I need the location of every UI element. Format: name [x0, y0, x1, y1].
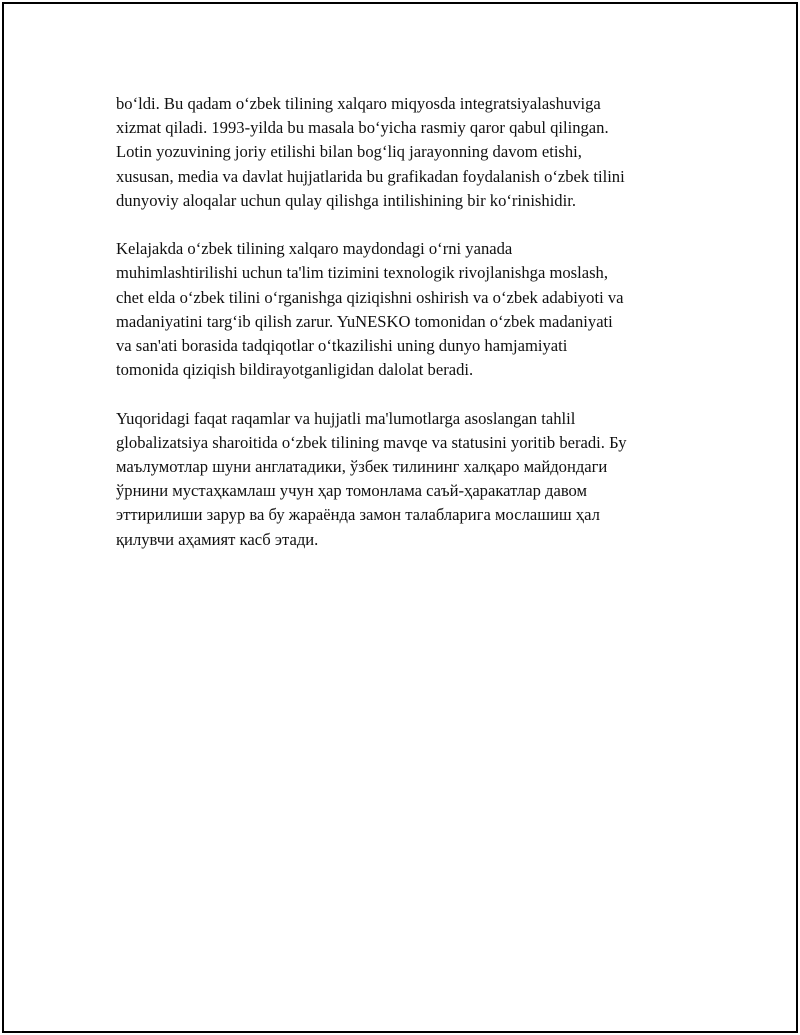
- text-line: Yuqoridagi faqat raqamlar va hujjatli ma'lumotlarga asoslangan tahlil: [116, 408, 576, 428]
- text-line: va san'ati borasida tadqiqotlar o‘tkazilishi uning dunyo hamjamiyati: [116, 336, 568, 356]
- text-line: muhimlashtirilishi uchun ta'lim tizimini texnologik rivojlanishga moslash,: [116, 263, 609, 283]
- text-line: dunyoviy aloqalar uchun qulay qilishga intilishining bir ko‘rinishidir.: [116, 190, 576, 210]
- paragraph-3: [116, 407, 716, 552]
- text-line: madaniyatini targ‘ib qilish zarur. YuNESKO tomonidan o‘zbek madaniyati: [116, 311, 613, 331]
- text-line: xususan, media va davlat hujjatlarida bu grafikadan foydalanish o‘zbek tilini: [116, 166, 625, 186]
- paragraph-2: [116, 237, 716, 382]
- document-body: [116, 92, 716, 576]
- text-line: globalizatsiya sharoitida o‘zbek tilining mavqe va statusini yoritib beradi. Бу: [116, 432, 627, 452]
- text-line: Lotin yozuvining joriy etilishi bilan bog‘liq jarayonning davom etishi,: [116, 142, 582, 162]
- text-line: bo‘ldi. Bu qadam o‘zbek tilining xalqaro miqyosda integratsiyalashuviga: [116, 94, 601, 113]
- text-line: tomonida qiziqish bildirayotganligidan dalolat beradi.: [116, 360, 474, 380]
- text-line: Kelajakda o‘zbek tilining xalqaro maydondagi o‘rni yanada: [116, 239, 513, 259]
- text-line: ўрнини мустаҳкамлаш учун ҳар томонлама саъй-ҳаракатлар давом: [116, 481, 588, 501]
- text-line: chet elda o‘zbek tilini o‘rganishga qiziqishni oshirish va o‘zbek adabiyoti va: [116, 287, 624, 307]
- text-line: маълумотлар шуни англатадики, ўзбек тилининг халқаро майдондаги: [116, 457, 608, 477]
- text-line: қилувчи аҳамият касб этади.: [116, 529, 319, 549]
- text-line: xizmat qiladi. 1993-yilda bu masala bo‘yicha rasmiy qaror qabul qilingan.: [116, 118, 609, 138]
- text-line: эттирилиши зарур ва бу жараёнда замон талабларига мослашиш ҳал: [116, 505, 600, 525]
- paragraph-1: [116, 92, 716, 213]
